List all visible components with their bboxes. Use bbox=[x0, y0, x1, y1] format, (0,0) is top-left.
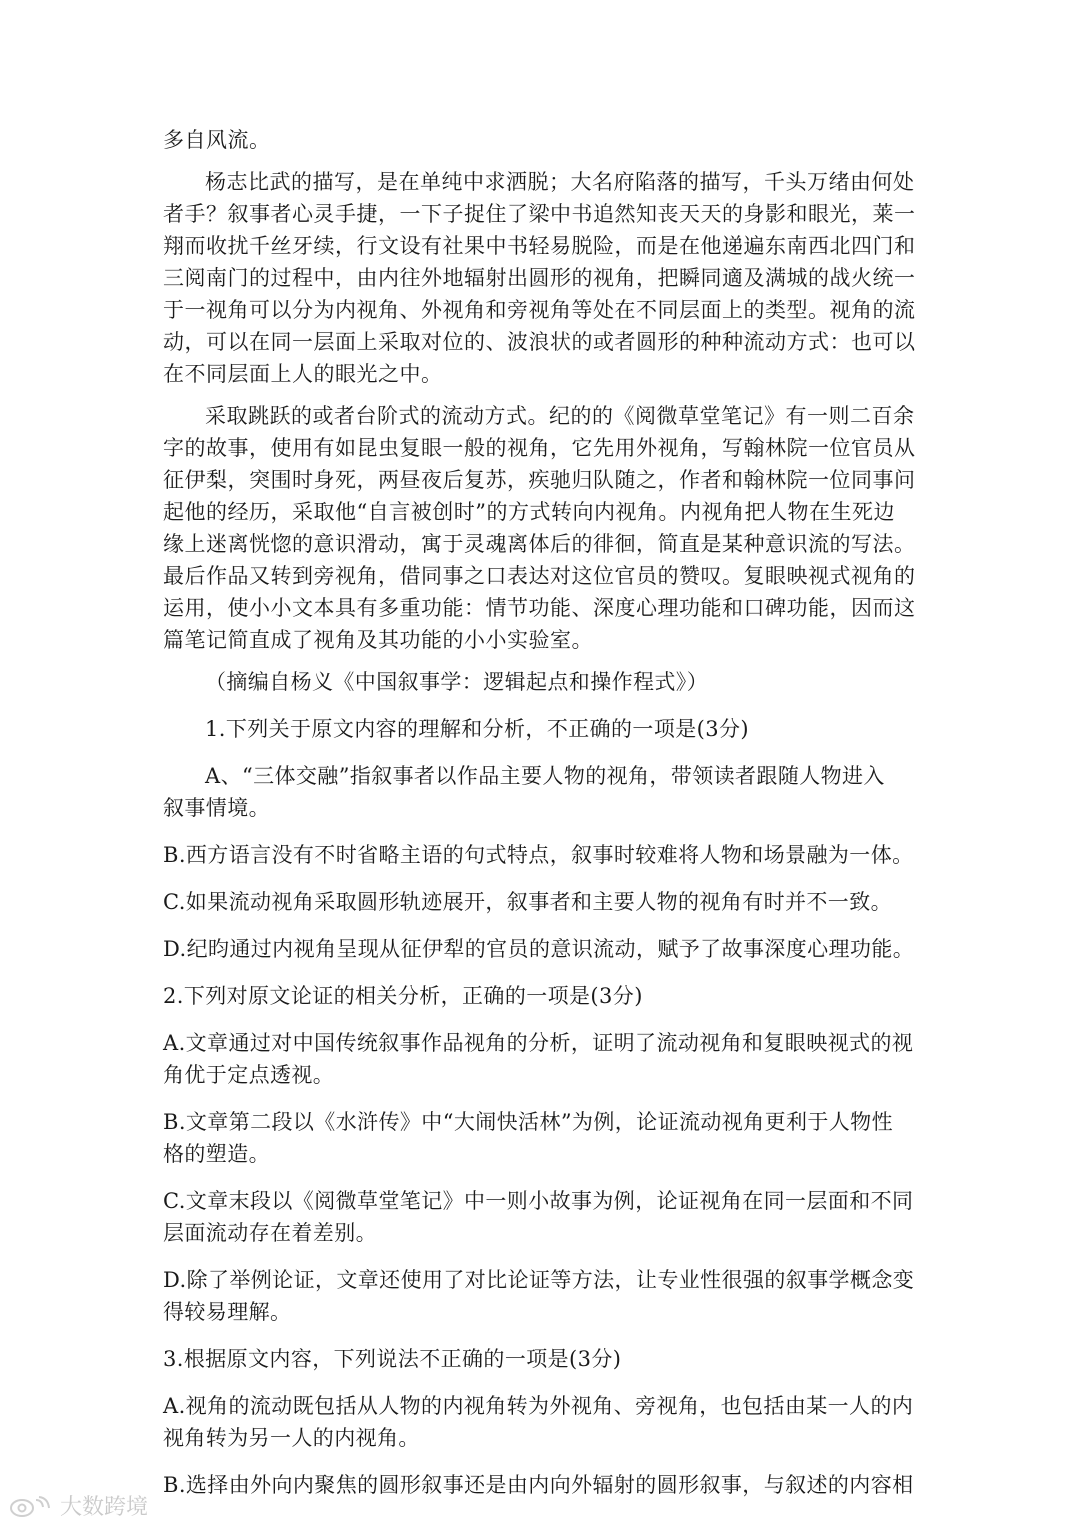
question-2-option-c bbox=[163, 1185, 923, 1249]
option-line: A.视角的流动既包括从人物的内视角转为外视角、旁视角，也包括由某一人的内 bbox=[163, 1394, 914, 1418]
text-line: 在不同层面上人的眼光之中。 bbox=[163, 362, 443, 386]
text-line: 采取跳跃的或者台阶式的流动方式。纪的的《阅微草堂笔记》有一则二百余 bbox=[205, 404, 915, 428]
question-3-option-b bbox=[163, 1469, 923, 1501]
source-citation: （摘编自杨义《中国叙事学：逻辑起点和操作程式》） bbox=[205, 670, 709, 694]
document-page bbox=[163, 124, 923, 1516]
option-line: 得较易理解。 bbox=[163, 1300, 292, 1324]
text-line: 于一视角可以分为内视角、外视角和旁视角等处在不同层面上的类型。视角的流 bbox=[163, 298, 916, 322]
question-1-option-c: C.如果流动视角采取圆形轨迹展开，叙事者和主要人物的视角有时并不一致。 bbox=[163, 890, 892, 914]
text-line: 杨志比武的描写，是在单纯中求洒脱；大名府陷落的描写，千头万绪由何处 bbox=[205, 170, 915, 194]
option-line: B.文章第二段以《水浒传》中“大闹快活林”为例，论证流动视角更利于人物性 bbox=[163, 1110, 893, 1134]
paragraph-intro-end bbox=[163, 124, 923, 156]
text-line: 起他的经历，采取他“自言被创时”的方式转向内视角。内视角把人物在生死边 bbox=[163, 500, 895, 524]
paragraph-yangzhi bbox=[163, 166, 923, 390]
question-1-option-d: D.纪昀通过内视角呈现从征伊犁的官员的意识流动，赋予了故事深度心理功能。 bbox=[163, 937, 915, 961]
option-line: D.除了举例论证，文章还使用了对比论证等方法，让专业性很强的叙事学概念变 bbox=[163, 1268, 915, 1292]
option-line: 格的塑造。 bbox=[163, 1142, 270, 1166]
question-2-option-d bbox=[163, 1264, 923, 1328]
question-1-option-b: B.西方语言没有不时省略主语的句式特点，叙事时较难将人物和场景融为一体。 bbox=[163, 843, 914, 867]
question-3-option-a bbox=[163, 1390, 923, 1454]
text-line: 运用，使小小文本具有多重功能：情节功能、深度心理功能和口碑功能，因而这 bbox=[163, 596, 916, 620]
question-2-option-b bbox=[163, 1106, 923, 1170]
text-line: 翔而收扰千丝牙续，行文设有社果中书轻易脱险，而是在他递遍东南西北四门和 bbox=[163, 234, 916, 258]
text-line: 篇笔记简直成了视角及其功能的小小实验室。 bbox=[163, 628, 593, 652]
question-2-option-a bbox=[163, 1027, 923, 1091]
option-line: C.文章末段以《阅微草堂笔记》中一则小故事为例，论证视角在同一层面和不同 bbox=[163, 1189, 914, 1213]
text-line: 动，可以在同一层面上采取对位的、波浪状的或者圆形的种种流动方式：也可以 bbox=[163, 330, 916, 354]
option-line: 角优于定点透视。 bbox=[163, 1063, 335, 1087]
question-1-stem: 1.下列关于原文内容的理解和分析，不正确的一项是(3分) bbox=[205, 717, 749, 741]
text-line: 多自风流。 bbox=[163, 128, 271, 152]
text-line: 征伊梨，突围时身死，两昼夜后复苏，疾驰归队随之，作者和翰林院一位同事问 bbox=[163, 468, 916, 492]
option-line: A.文章通过对中国传统叙事作品视角的分析，证明了流动视角和复眼映视式的视 bbox=[163, 1031, 914, 1055]
option-line: 视角转为另一人的内视角。 bbox=[163, 1426, 420, 1450]
paragraph-jiyun bbox=[163, 400, 923, 656]
weibo-logo-icon bbox=[8, 1494, 56, 1518]
question-1-option-a bbox=[163, 760, 923, 824]
option-line: B.选择由外向内聚焦的圆形叙事还是由内向外辐射的圆形叙事，与叙述的内容相 bbox=[163, 1473, 914, 1497]
text-line: 字的故事，使用有如昆虫复眼一般的视角，它先用外视角，写翰林院一位官员从 bbox=[163, 436, 916, 460]
watermark-text: 大数跨境 bbox=[60, 1495, 149, 1520]
text-line: 三阅南门的过程中，由内往外地辐射出圆形的视角，把瞬同適及满城的战火统一 bbox=[163, 266, 916, 290]
option-line: A、“三体交融”指叙事者以作品主要人物的视角，带领读者跟随人物进入 bbox=[205, 764, 885, 788]
text-line: 最后作品又转到旁视角，借同事之口表达对这位官员的赞叹。复眼映视式视角的 bbox=[163, 564, 916, 588]
question-3-stem: 3.根据原文内容，下列说法不正确的一项是(3分) bbox=[163, 1347, 622, 1371]
option-line: 叙事情境。 bbox=[163, 796, 270, 820]
watermark bbox=[8, 1490, 148, 1521]
question-2-stem: 2.下列对原文论证的相关分析，正确的一项是(3分) bbox=[163, 984, 643, 1008]
text-line: 缘上迷离恍惚的意识滑动，寓于灵魂离体后的徘徊，简直是某种意识流的写法。 bbox=[163, 532, 916, 556]
text-line: 者手？叙事者心灵手捷，一下子捉住了梁中书追然知丧天天的身影和眼光，莱一 bbox=[163, 202, 916, 226]
option-line: 层面流动存在着差别。 bbox=[163, 1221, 377, 1245]
